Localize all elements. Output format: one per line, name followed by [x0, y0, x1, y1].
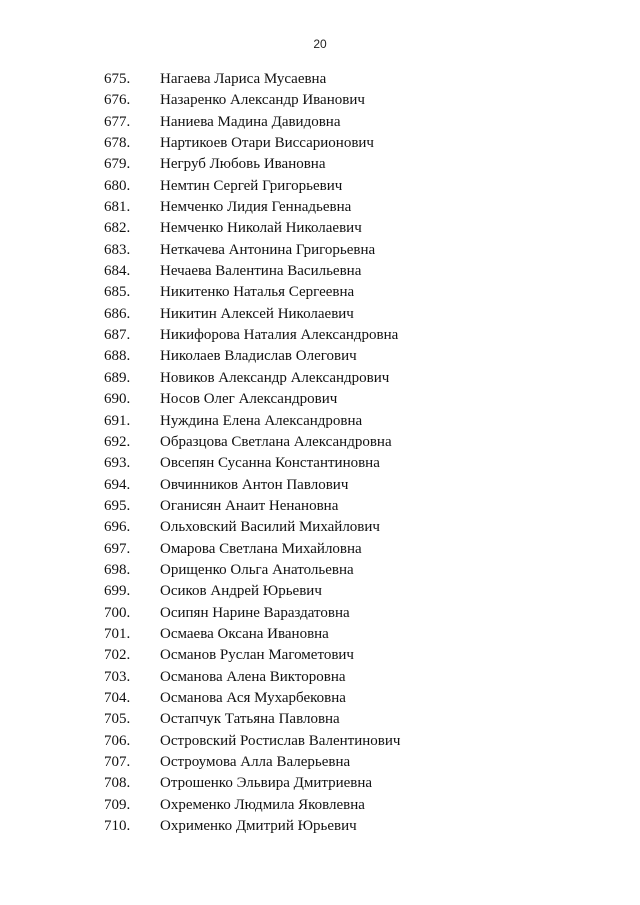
entry-name: Осипян Нарине Вараздатовна	[160, 604, 350, 621]
list-item	[0, 112, 640, 133]
entry-name: Овсепян Сусанна Константиновна	[160, 455, 380, 472]
list-item	[0, 411, 640, 432]
entry-name: Новиков Александр Александрович	[160, 369, 390, 386]
entry-number: 707.	[104, 754, 131, 770]
entry-name: Никифорова Наталия Александровна	[160, 327, 399, 344]
entry-number: 709.	[104, 796, 131, 813]
list-item	[0, 752, 640, 773]
entry-number: 703.	[104, 668, 131, 685]
entry-number: 685.	[104, 284, 131, 301]
list-item	[0, 432, 640, 453]
list-item	[0, 603, 640, 624]
list-item	[0, 539, 640, 560]
entry-name: Немченко Лидия Геннадьевна	[160, 199, 352, 216]
entry-name: Османов Руслан Магометович	[160, 647, 354, 664]
list-item	[0, 560, 640, 581]
entry-name: Нагаева Лариса Мусаевна	[160, 71, 327, 87]
entry-name: Нартикоев Отари Виссарионович	[160, 135, 374, 152]
entry-name: Наниева Мадина Давидовна	[160, 113, 341, 130]
entry-number: 689.	[104, 369, 131, 386]
entry-name: Негруб Любовь Ивановна	[160, 156, 326, 173]
entry-number: 682.	[104, 220, 131, 237]
entry-name: Охрименко Дмитрий Юрьевич	[160, 818, 357, 835]
entry-name: Никитенко Наталья Сергеевна	[160, 284, 355, 301]
entry-name: Носов Олег Александрович	[160, 391, 338, 408]
entry-name: Осмаева Оксана Ивановна	[160, 625, 329, 642]
name-list	[0, 69, 640, 837]
list-item	[0, 176, 640, 197]
entry-number: 702.	[104, 647, 131, 664]
entry-number: 706.	[104, 732, 131, 749]
entry-number: 704.	[104, 689, 131, 706]
entry-number: 676.	[104, 92, 131, 109]
entry-name: Немтин Сергей Григорьевич	[160, 177, 343, 194]
list-item	[0, 389, 640, 410]
entry-name: Нуждина Елена Александровна	[160, 412, 363, 429]
entry-name: Османова Ася Мухарбековна	[160, 689, 346, 706]
list-item	[0, 517, 640, 538]
list-item	[0, 645, 640, 666]
list-item	[0, 69, 640, 90]
list-item	[0, 795, 640, 816]
entry-number: 710.	[104, 818, 131, 835]
entry-name: Остроумова Алла Валерьевна	[160, 754, 351, 770]
list-item	[0, 154, 640, 175]
entry-number: 708.	[104, 775, 131, 792]
entry-name: Охременко Людмила Яковлевна	[160, 796, 365, 813]
entry-number: 701.	[104, 625, 131, 642]
list-item	[0, 197, 640, 218]
entry-number: 680.	[104, 177, 131, 194]
entry-name: Никитин Алексей Николаевич	[160, 305, 354, 322]
entry-number: 691.	[104, 412, 131, 429]
entry-name: Образцова Светлана Александровна	[160, 433, 392, 450]
entry-number: 681.	[104, 199, 131, 216]
entry-number: 679.	[104, 156, 131, 173]
entry-number: 677.	[104, 113, 131, 130]
list-item	[0, 304, 640, 325]
entry-number: 688.	[104, 348, 131, 365]
entry-number: 684.	[104, 263, 131, 280]
list-item	[0, 90, 640, 111]
list-item	[0, 816, 640, 837]
entry-name: Неткачева Антонина Григорьевна	[160, 241, 376, 258]
entry-number: 683.	[104, 241, 131, 258]
entry-number: 695.	[104, 497, 131, 514]
entry-name: Овчинников Антон Павлович	[160, 476, 349, 493]
entry-number: 694.	[104, 476, 131, 493]
entry-number: 678.	[104, 135, 131, 152]
entry-number: 696.	[104, 519, 131, 536]
list-item	[0, 282, 640, 303]
entry-name: Назаренко Александр Иванович	[160, 92, 365, 109]
entry-name: Оганисян Анаит Ненановна	[160, 497, 339, 514]
list-item	[0, 475, 640, 496]
entry-number: 705.	[104, 711, 131, 728]
entry-number: 687.	[104, 327, 131, 344]
list-item	[0, 731, 640, 752]
entry-number: 700.	[104, 604, 131, 621]
entry-name: Островский Ростислав Валентинович	[160, 732, 401, 749]
list-item	[0, 453, 640, 474]
entry-name: Остапчук Татьяна Павловна	[160, 711, 340, 728]
entry-name: Орищенко Ольга Анатольевна	[160, 561, 354, 578]
list-item	[0, 581, 640, 602]
list-item	[0, 346, 640, 367]
entry-name: Османова Алена Викторовна	[160, 668, 346, 685]
entry-name: Немченко Николай Николаевич	[160, 220, 362, 237]
entry-name: Нечаева Валентина Васильевна	[160, 263, 362, 280]
list-item	[0, 261, 640, 282]
entry-number: 699.	[104, 583, 131, 600]
entry-number: 698.	[104, 561, 131, 578]
list-item	[0, 667, 640, 688]
entry-name: Осиков Андрей Юрьевич	[160, 583, 322, 600]
list-item	[0, 325, 640, 346]
entry-number: 692.	[104, 433, 131, 450]
list-item	[0, 709, 640, 730]
entry-name: Отрошенко Эльвира Дмитриевна	[160, 775, 373, 792]
entry-name: Николаев Владислав Олегович	[160, 348, 357, 365]
list-item	[0, 624, 640, 645]
list-item	[0, 773, 640, 794]
list-item	[0, 368, 640, 389]
entry-name: Ольховский Василий Михайлович	[160, 519, 380, 536]
entry-number: 686.	[104, 305, 131, 322]
page-number: 20	[313, 37, 327, 51]
list-item	[0, 133, 640, 154]
entry-name: Омарова Светлана Михайловна	[160, 540, 362, 557]
entry-number: 675.	[104, 71, 131, 87]
list-item	[0, 496, 640, 517]
entry-number: 690.	[104, 391, 131, 408]
list-item	[0, 218, 640, 239]
entry-number: 693.	[104, 455, 131, 472]
entry-number: 697.	[104, 540, 131, 557]
list-item	[0, 240, 640, 261]
list-item	[0, 688, 640, 709]
